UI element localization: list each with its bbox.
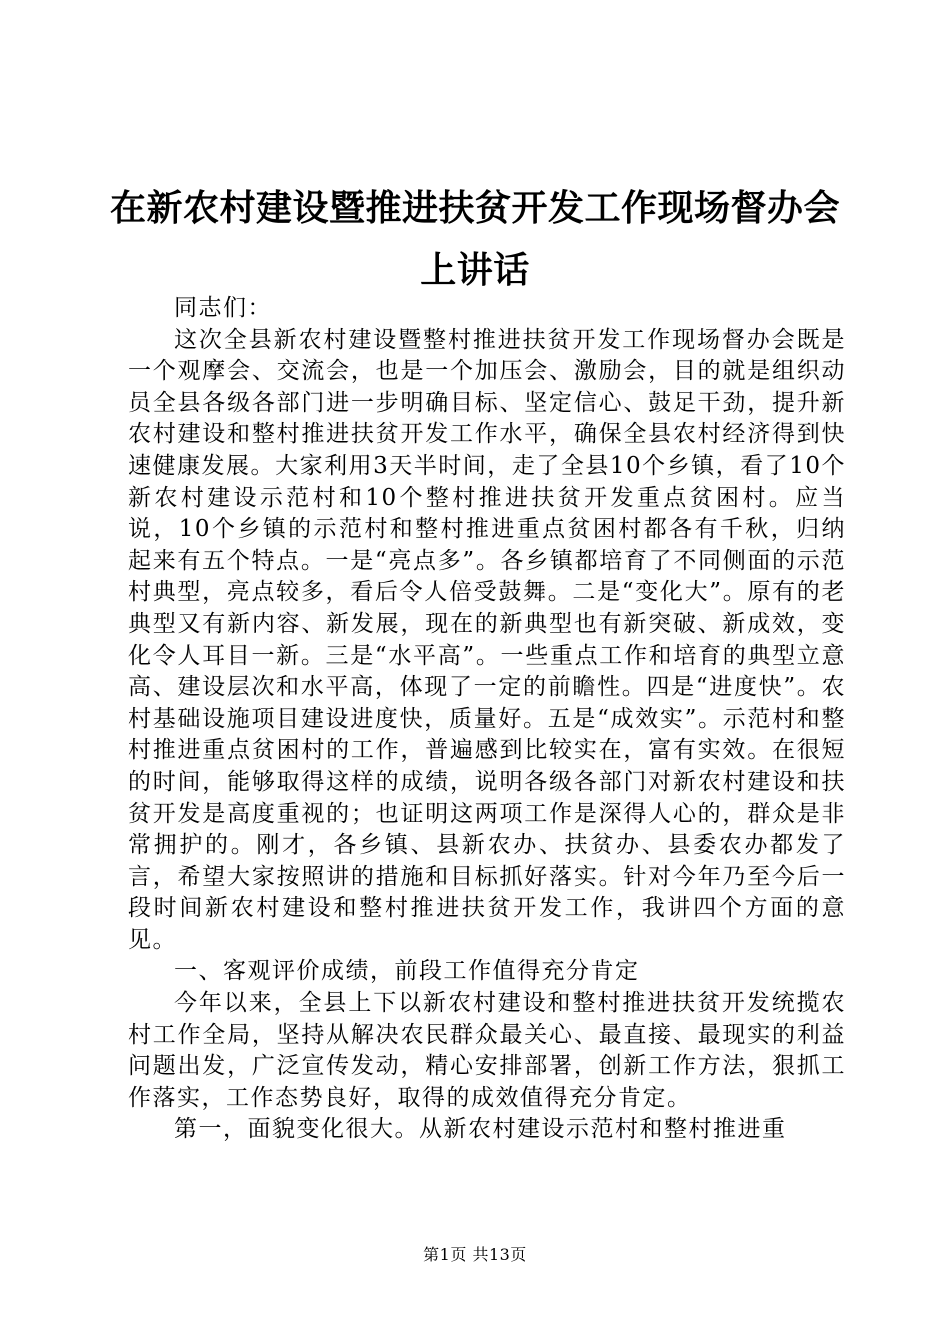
salutation: 同志们： [174,295,272,321]
document-body [128,293,846,1146]
paragraph-intro: 这次全县新农村建设暨整村推进扶贫开发工作现场督办会既是一个观摩会、交流会，也是一个加压会、激励会，目的就是组织动员全县各级各部门进一步明确目标、坚定信心、鼓足干劲，提升新农村建设和整村推进扶贫开发工作水平，确保全县农村经济得到快速健康发展。大家利用3天半时间，走了全县10个乡镇，看了10个新农村建设示范村和10个整村推进扶贫开发重点贫困村。应当说，10个乡镇的示范村和整村推进重点贫困村都各有千秋，归纳起来有五个特点。一是“亮点多”。各乡镇都培育了不同侧面的示范村典型，亮点较多，看后令人倍受鼓舞。二是“变化大”。原有的老典型又有新内容、新发展，现在的新典型也有新突破、新成效，变化令人耳目一新。三是“水平高”。一些重点工作和培育的典型立意高、建设层次和水平高，体现了一定的前瞻性。四是“进度快”。农村基础设施项目建设进度快，质量好。五是“成效实”。示范村和整村推进重点贫困村的工作，普遍感到比较实在，富有实效。在很短的时间，能够取得这样的成绩，说明各级各部门对新农村建设和扶贫开发是高度重视的；也证明这两项工作是深得人心的，群众是非常拥护的。刚才，各乡镇、县新农办、扶贫办、县委农办都发了言，希望大家按照讲的措施和目标抓好落实。针对今年乃至今后一段时间新农村建设和整村推进扶贫开发工作，我讲四个方面的意见。 [128,326,846,953]
paragraph-first-point: 第一，面貌变化很大。从新农村建设示范村和整村推进重 [174,1116,787,1143]
section-heading-1: 一、客观评价成绩，前段工作值得充分肯定 [174,958,640,985]
page-footer: 第1页 共13页 [423,1245,527,1264]
paragraph-achievements: 今年以来，全县上下以新农村建设和整村推进扶贫开发统揽农村工作全局，坚持从解决农民群众最关心、最直接、最现实的利益问题出发，广泛宣传发动，精心安排部署，创新工作方法，狠抓工作落实，工作态势良好，取得的成效值得充分肯定。 [128,990,846,1111]
document-title: 在新农村建设暨推进扶贫开发工作现场督办会上讲话 [110,188,841,291]
